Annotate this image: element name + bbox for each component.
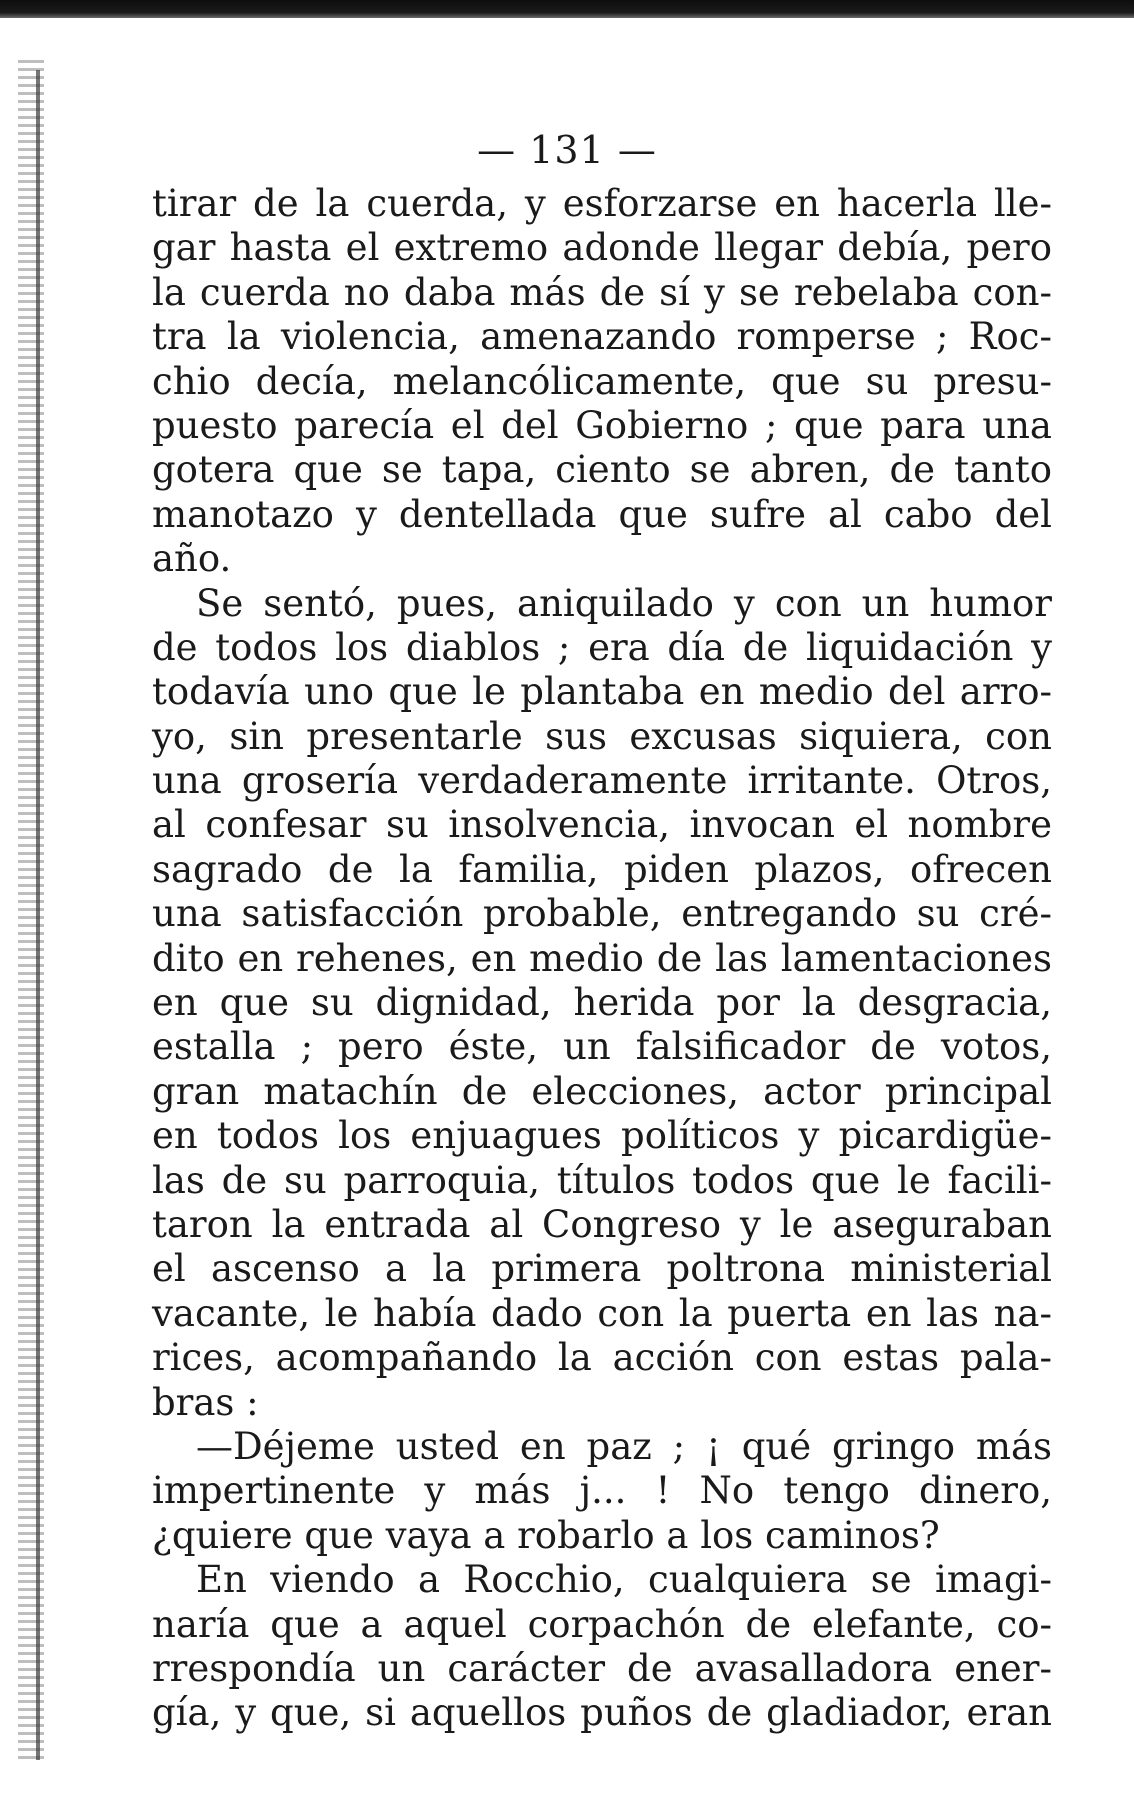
- book-binding-shadow: [18, 60, 44, 1760]
- text-line: el ascenso a la primera poltrona ministerial: [152, 1247, 1052, 1291]
- text-line: puesto parecía el del Gobierno ; que para una: [152, 403, 1052, 447]
- book-binding-line: [36, 70, 40, 1760]
- text-line: gía, y que, si aquellos puños de gladiador, eran: [152, 1691, 1052, 1735]
- text-line: —Déjeme usted en paz ; ¡ qué gringo más: [196, 1424, 1052, 1468]
- text-line: naría que a aquel corpachón de elefante, co-: [152, 1602, 1052, 1646]
- text-line: todavía uno que le plantaba en medio del arro-: [152, 670, 1052, 714]
- page-top-edge: [0, 0, 1134, 18]
- text-line: rices, acompañando la acción con estas pala-: [152, 1336, 1052, 1380]
- text-line: al confesar su insolvencia, invocan el nombre: [152, 803, 1052, 847]
- text-line: En viendo a Rocchio, cualquiera se imagi-: [196, 1558, 1052, 1602]
- text-line: impertinente y más j... ! No tengo dinero,: [152, 1469, 1052, 1513]
- text-line: bras :: [152, 1380, 259, 1424]
- body-text: [152, 182, 1052, 1736]
- text-line: chio decía, melancólicamente, que su presu-: [152, 359, 1052, 403]
- text-line: dito en rehenes, en medio de las lamentaciones: [152, 936, 1052, 980]
- text-line: en todos los enjuagues políticos y picardigüe-: [152, 1114, 1052, 1158]
- text-line: vacante, le había dado con la puerta en las na-: [152, 1291, 1052, 1335]
- text-line: de todos los diablos ; era día de liquidación y: [152, 625, 1052, 669]
- text-line: manotazo y dentellada que sufre al cabo del: [152, 492, 1052, 536]
- text-line: gar hasta el extremo adonde llegar debía, pero: [152, 226, 1052, 270]
- text-line: ¿quiere que vaya a robarlo a los caminos?: [152, 1513, 940, 1557]
- text-line: Se sentó, pues, aniquilado y con un humor: [196, 581, 1052, 625]
- text-line: una satisfacción probable, entregando su cré-: [152, 892, 1052, 936]
- text-line: yo, sin presentarle sus excusas siquiera, con: [152, 714, 1052, 758]
- text-line: año.: [152, 537, 232, 581]
- text-line: rrespondía un carácter de avasalladora ener-: [152, 1646, 1052, 1690]
- text-line: gotera que se tapa, ciento se abren, de tanto: [152, 448, 1052, 492]
- text-line: taron la entrada al Congreso y le aseguraban: [152, 1202, 1052, 1246]
- text-line: una grosería verdaderamente irritante. Otros,: [152, 759, 1052, 803]
- text-line: en que su dignidad, herida por la desgracia,: [152, 981, 1052, 1025]
- text-line: sagrado de la familia, piden plazos, ofrecen: [152, 847, 1052, 891]
- text-line: tra la violencia, amenazando romperse ; Roc-: [152, 315, 1052, 359]
- text-line: tirar de la cuerda, y esforzarse en hacerla lle-: [152, 182, 1052, 225]
- text-line: las de su parroquia, títulos todos que le facili-: [152, 1158, 1052, 1202]
- text-line: gran matachín de elecciones, actor principal: [152, 1069, 1052, 1113]
- page-number: — 131 —: [477, 128, 657, 172]
- text-line: estalla ; pero éste, un falsificador de votos,: [152, 1025, 1052, 1069]
- text-line: la cuerda no daba más de sí y se rebelaba con-: [152, 270, 1052, 314]
